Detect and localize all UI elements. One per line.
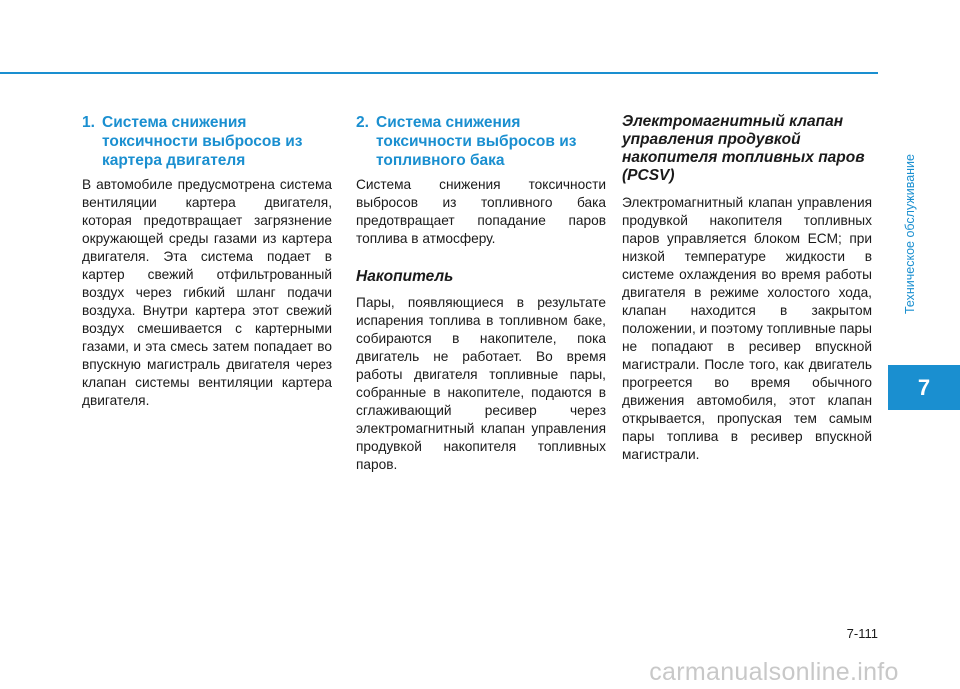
evaporative-body-text: Система снижения токсичности выбросов из топливного бака предотвращает попадание паров топлива в атмосферу. bbox=[356, 177, 606, 246]
crankcase-body-text: В автомобиле предусмотрена система вентиляции картера двигателя, которая предотвращает загрязнение окружающей среды газами из картера двигателя. Эта система подает в картер свежий отфильтрованный воздух через гибкий шланг подачи воздуха. Внутри картера этот свежий воздух смешивается с картерными газами, и эта смесь затем попадает во впускную магистраль двигателя через клапан системы вентиляции картера двигателя. bbox=[82, 177, 332, 408]
canister-body-text: Пары, появляющиеся в результате испарения топлива в топливном баке, собираются в накопителе, пока двигатель не работает. Во время работы двигателя топливные пары, собранные в накопителе, подаются в сглаживающий ресивер через электромагнитный клапан управления продувкой накопителя топливных паров. bbox=[356, 295, 606, 472]
column-crankcase-emission bbox=[82, 113, 332, 410]
page-number: 7-111 bbox=[846, 626, 878, 641]
section-heading-text: Система снижения токсичности выбросов из топливного бака bbox=[376, 114, 577, 169]
subheading-pcsv: Электромагнитный клапан управления продувкой накопителя топливных паров (PCSV) bbox=[622, 113, 865, 184]
pcsv-body-text: Электромагнитный клапан управления продувкой накопителя топливных паров управляется блоком ECM; при низкой температуре жидкости в системе охлаждения во время работы двигателя в режиме холостого хода, клапан находится в закрытом положении, и поэтому топливные пары не попадают в ресивер впускной магистрали. После того, как двигатель прогреется во время обычного движения автомобиля, этот клапан открывается, пропуская тем самым пары топлива в ресивер впускной магистрали. bbox=[622, 195, 872, 462]
sidebar-section-title-text: Техническое обслуживание bbox=[903, 154, 917, 314]
sidebar-section-title bbox=[903, 108, 917, 360]
section-heading-text: Система снижения токсичности выбросов из картера двигателя bbox=[102, 114, 303, 169]
section-number: 1. bbox=[82, 114, 95, 131]
section-number: 2. bbox=[356, 114, 369, 131]
subheading-canister: Накопитель bbox=[356, 268, 454, 285]
chapter-number-tab: 7 bbox=[888, 365, 960, 410]
watermark-text: carmanualsonline.info bbox=[649, 658, 899, 686]
section-heading-crankcase bbox=[82, 113, 332, 170]
top-divider-line bbox=[0, 72, 878, 74]
column-pcsv bbox=[622, 113, 872, 464]
section-heading-evaporative bbox=[356, 113, 606, 170]
column-evaporative-emission bbox=[356, 113, 606, 474]
